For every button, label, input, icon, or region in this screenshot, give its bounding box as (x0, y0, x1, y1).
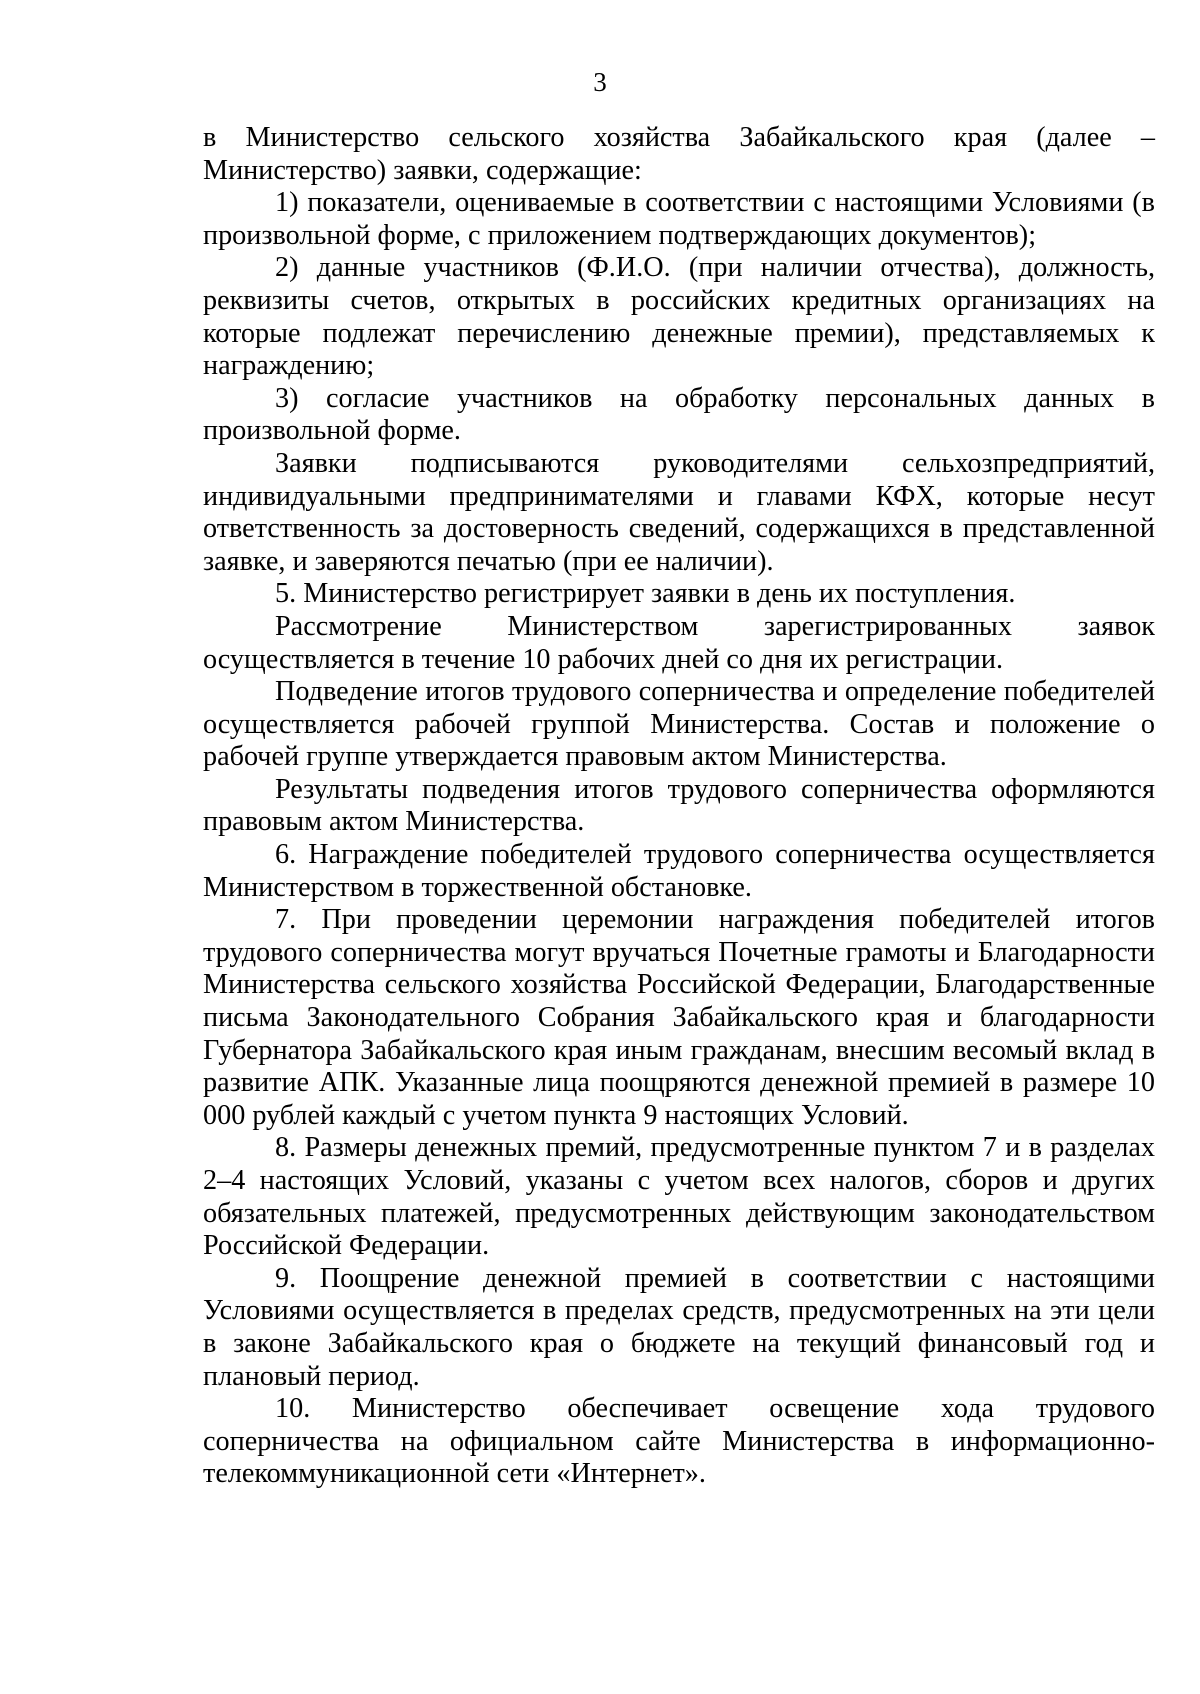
paragraph-section-6: 6. Награждение победителей трудового соперничества осуществляется Министерством в торжественной обстановке. (203, 839, 1155, 903)
paragraph-section-10: 10. Министерство обеспечивает освещение хода трудового соперничества на официальном сайте Министерства в информационно-телекоммуникационной сети «Интернет». (203, 1393, 1155, 1490)
paragraph-section-7: 7. При проведении церемонии награждения победителей итогов трудового соперничества могут вручаться Почетные грамоты и Благодарности Министерства сельского хозяйства Российской Федерации, Благодарственные письма Законодательного Собрания Забайкальского края и благодарности Губернатора Забайкальского края иным гражданам, внесшим весомый вклад в развитие АПК. Указанные лица поощряются денежной премией в размере 10 000 рублей каждый с учетом пункта 9 настоящих Условий. (203, 904, 1155, 1131)
paragraph-section-5: 5. Министерство регистрирует заявки в день их поступления. (275, 578, 1016, 610)
paragraph-item-2: 2) данные участников (Ф.И.О. (при наличии отчества), должность, реквизиты счетов, открытых в российских кредитных организациях на которые подлежат перечислению денежные премии), представляемых к награждению; (203, 252, 1155, 382)
paragraph-continuation: в Министерство сельского хозяйства Забайкальского края (далее – Министерство) заявки, содержащие: (203, 122, 1155, 186)
paragraph-item-3: 3) согласие участников на обработку персональных данных в произвольной форме. (203, 382, 1155, 447)
paragraph-item-1: 1) показатели, оцениваемые в соответствии с настоящими Условиями (в произвольной форме, с приложением подтверждающих документов); (203, 187, 1155, 251)
paragraph-signing: Заявки подписываются руководителями сельхозпредприятий, индивидуальными предпринимателями и главами КФХ, которые несут ответственность за достоверность сведений, содержащихся в представленной заявке, и заверяются печатью (при ее наличии). (203, 447, 1155, 577)
paragraph-section-8: 8. Размеры денежных премий, предусмотренные пунктом 7 и в разделах 2–4 настоящих Условий, указаны с учетом всех налогов, сборов и других обязательных платежей, предусмотренных действующим законодательством Российской Федерации. (203, 1132, 1155, 1262)
page-number: 3 (593, 67, 607, 97)
paragraph-section-9: 9. Поощрение денежной премией в соответствии с настоящими Условиями осуществляется в пределах средств, предусмотренных на эти цели в законе Забайкальского края о бюджете на текущий финансовый год и плановый период. (203, 1262, 1155, 1392)
document-body (203, 122, 1155, 1491)
paragraph-results: Результаты подведения итогов трудового соперничества оформляются правовым актом Министерства. (203, 773, 1155, 838)
paragraph-review: Рассмотрение Министерством зарегистрированных заявок осуществляется в течение 10 рабочих дней со дня их регистрации. (203, 610, 1155, 675)
paragraph-summing-up: Подведение итогов трудового соперничества и определение победителей осуществляется рабочей группой Министерства. Состав и положение о рабочей группе утверждается правовым актом Министерства. (203, 676, 1155, 773)
